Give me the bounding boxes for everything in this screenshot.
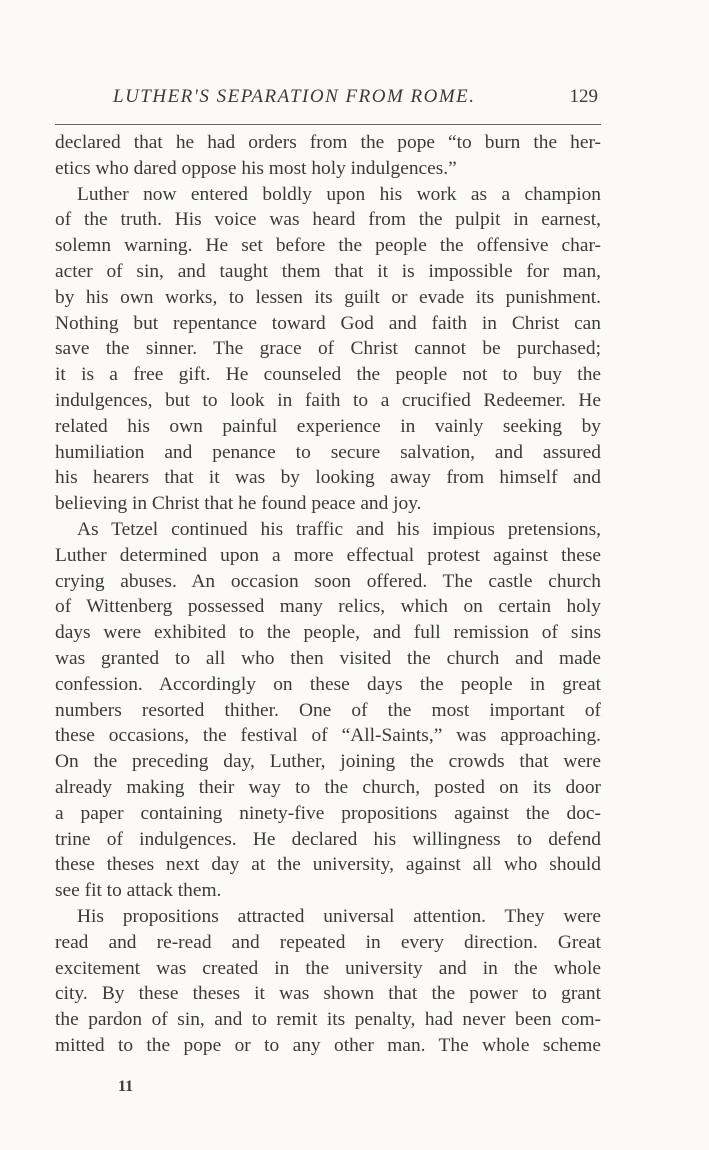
text-line: it is a free gift. He counseled the people not to buy the [55, 364, 601, 386]
text-line: a paper containing ninety-five propositions against the doc- [55, 802, 601, 824]
text-line: Nothing but repentance toward God and faith in Christ can [55, 312, 601, 334]
page-header [55, 86, 600, 112]
text-line: of Wittenberg possessed many relics, which on certain holy [55, 596, 601, 618]
text-line: humiliation and penance to secure salvation, and assured [55, 441, 601, 463]
signature-mark: 11 [118, 1078, 134, 1095]
text-line: indulgences, but to look in faith to a crucified Redeemer. He [55, 389, 601, 411]
text-line: already making their way to the church, posted on its door [55, 776, 601, 798]
text-line: see fit to attack them. [55, 880, 222, 902]
text-line: was granted to all who then visited the church and made [55, 647, 601, 669]
text-line: declared that he had orders from the pope “to burn the her- [55, 132, 601, 153]
text-line: Luther determined upon a more effectual protest against these [55, 544, 601, 566]
text-line: these theses next day at the university, against all who should [55, 854, 601, 876]
text-line: His propositions attracted universal attention. They were [77, 905, 601, 927]
text-line: crying abuses. An occasion soon offered. The castle church [55, 570, 601, 592]
text-line: believing in Christ that he found peace and joy. [55, 493, 422, 515]
header-rule [55, 124, 601, 125]
text-line: his hearers that it was by looking away from himself and [55, 467, 601, 489]
text-line: read and re-read and repeated in every direction. Great [55, 931, 601, 953]
text-line: the pardon of sin, and to remit its penalty, had never been com- [55, 1009, 601, 1031]
running-title: LUTHER'S SEPARATION FROM ROME. [113, 86, 476, 107]
text-line: confession. Accordingly on these days the people in great [55, 673, 601, 695]
text-line: by his own works, to lessen its guilt or evade its punishment. [55, 286, 601, 308]
body-text [55, 130, 601, 1059]
text-line: of the truth. His voice was heard from the pulpit in earnest, [55, 209, 601, 231]
text-line: solemn warning. He set before the people the offensive char- [55, 235, 601, 257]
text-line: excitement was created in the university and in the whole [55, 957, 601, 979]
text-line: etics who dared oppose his most holy indulgences.” [55, 157, 457, 179]
page-number: 129 [569, 86, 598, 107]
text-line: numbers resorted thither. One of the most important of [55, 699, 601, 721]
text-line: city. By these theses it was shown that the power to grant [55, 983, 601, 1005]
text-line: mitted to the pope or to any other man. The whole scheme [55, 1034, 601, 1056]
text-line: As Tetzel continued his traffic and his impious pretensions, [77, 518, 601, 540]
text-line: related his own painful experience in vainly seeking by [55, 415, 601, 437]
text-line: On the preceding day, Luther, joining the crowds that were [55, 751, 601, 773]
text-line: Luther now entered boldly upon his work as a champion [77, 183, 601, 205]
text-line: save the sinner. The grace of Christ cannot be purchased; [55, 338, 601, 360]
text-line: trine of indulgences. He declared his willingness to defend [55, 828, 601, 850]
text-line: these occasions, the festival of “All-Saints,” was approaching. [55, 725, 601, 747]
text-line: acter of sin, and taught them that it is impossible for man, [55, 260, 601, 282]
text-line: days were exhibited to the people, and full remission of sins [55, 622, 601, 644]
